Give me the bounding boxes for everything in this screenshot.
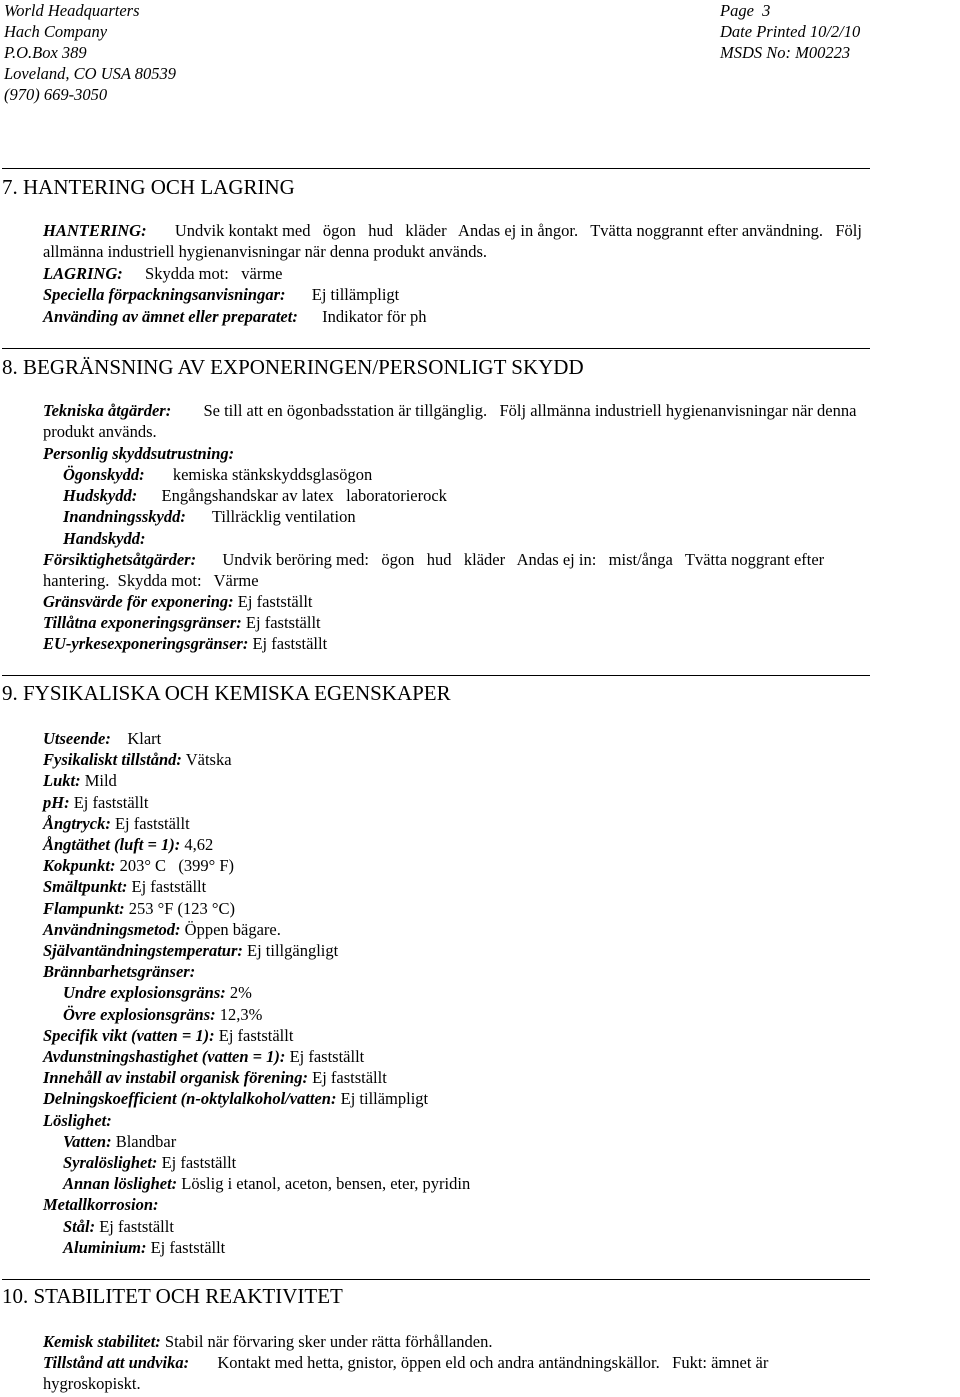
inandningsskydd-row bbox=[63, 506, 356, 527]
property-row bbox=[43, 898, 235, 919]
anvandning-label: Använding av ämnet eller preparatet: bbox=[43, 307, 298, 326]
property-value: Mild bbox=[84, 771, 117, 790]
hudskydd-label: Hudskydd: bbox=[63, 486, 138, 505]
property-label: Övre explosionsgräns: bbox=[63, 1005, 216, 1024]
property-label: Fysikaliskt tillstånd: bbox=[43, 750, 182, 769]
property-label: Ångtäthet (luft = 1): bbox=[43, 835, 181, 854]
section-8-title: 8. BEGRÄNSNING AV EXPONERINGEN/PERSONLIGT SKYDD bbox=[2, 355, 584, 379]
property-value: 203° C (399° F) bbox=[119, 856, 235, 875]
section-divider bbox=[2, 675, 870, 676]
property-value: Ej fastställt bbox=[131, 877, 207, 896]
lagring-label: LAGRING: bbox=[43, 264, 123, 283]
property-value: Ej fastställt bbox=[150, 1238, 226, 1257]
forsiktighet-value-cont: hantering. Skydda mot: Värme bbox=[43, 571, 259, 590]
property-row bbox=[43, 770, 117, 791]
property-label: Ångtryck: bbox=[43, 814, 111, 833]
section-divider bbox=[2, 1279, 870, 1280]
stabilitet-label: Kemisk stabilitet: bbox=[43, 1332, 161, 1351]
property-value: Ej fastställt bbox=[312, 1068, 387, 1087]
tekniska-value: Se till att en ögonbadsstation är tillgänglig. Följ allmänna industriell hygienanvisningar när denna bbox=[203, 401, 857, 420]
property-label: Flampunkt: bbox=[43, 899, 125, 918]
property-row bbox=[43, 728, 161, 749]
hantering-value-cont: allmänna industriell hygienanvisningar när denna produkt används. bbox=[43, 242, 488, 261]
property-value: Ej fastställt bbox=[218, 1026, 294, 1045]
header-line: World Headquarters bbox=[4, 1, 140, 20]
forpackning-row bbox=[43, 284, 399, 305]
hudskydd-row bbox=[63, 485, 447, 506]
property-row bbox=[43, 1088, 428, 1109]
property-value: Ej fastställt bbox=[73, 793, 149, 812]
property-label: Användningsmetod: bbox=[43, 920, 181, 939]
property-row bbox=[63, 1237, 225, 1258]
property-value: Ej fastställt bbox=[99, 1217, 174, 1236]
property-row bbox=[43, 749, 232, 770]
eu-row bbox=[43, 633, 327, 654]
section-10-title: 10. STABILITET OCH REAKTIVITET bbox=[2, 1284, 343, 1308]
property-label: Kokpunkt: bbox=[43, 856, 116, 875]
tillatna-value: Ej fastställt bbox=[245, 613, 321, 632]
handskydd-label: Handskydd: bbox=[63, 529, 146, 548]
anvandning-row bbox=[43, 306, 427, 327]
section-9-title: 9. FYSIKALISKA OCH KEMISKA EGENSKAPER bbox=[2, 681, 451, 705]
property-row bbox=[43, 940, 338, 961]
ogonskydd-row bbox=[63, 464, 372, 485]
property-label: Smältpunkt: bbox=[43, 877, 128, 896]
undvika-value: Kontakt med hetta, gnistor, öppen eld och andra antändningskällor. Fukt: ämnet är bbox=[217, 1353, 769, 1372]
property-label: Annan löslighet: bbox=[63, 1174, 178, 1193]
forsiktighet-label: Försiktighetsåtgärder: bbox=[43, 550, 197, 569]
property-label: Avdunstningshastighet (vatten = 1): bbox=[43, 1047, 286, 1066]
tekniska-label: Tekniska åtgärder: bbox=[43, 401, 172, 420]
property-row bbox=[43, 876, 206, 897]
property-value: Ej tillämpligt bbox=[340, 1089, 429, 1108]
property-row bbox=[43, 1025, 293, 1046]
property-label: Metallkorrosion: bbox=[43, 1195, 159, 1214]
lagring-row bbox=[43, 263, 283, 284]
property-row bbox=[43, 813, 190, 834]
property-label: Vatten: bbox=[63, 1132, 112, 1151]
property-row bbox=[43, 1046, 364, 1067]
property-label: Brännbarhetsgränser: bbox=[43, 962, 196, 981]
undvika-value-cont: hygroskopiskt. bbox=[43, 1374, 141, 1393]
page-number: Page 3 bbox=[720, 1, 771, 20]
property-label: Aluminium: bbox=[63, 1238, 147, 1257]
property-row bbox=[63, 1173, 470, 1194]
property-value: Öppen bägare. bbox=[184, 920, 281, 939]
tekniska-value-cont: produkt används. bbox=[43, 422, 157, 441]
property-row bbox=[63, 1131, 176, 1152]
property-value: Ej fastställt bbox=[114, 814, 190, 833]
forsiktighet-row bbox=[43, 549, 824, 570]
ogonskydd-label: Ögonskydd: bbox=[63, 465, 145, 484]
property-value: Vätska bbox=[185, 750, 232, 769]
property-label: Lukt: bbox=[43, 771, 81, 790]
property-value: 253 °F (123 °C) bbox=[128, 899, 235, 918]
gransvarde-row bbox=[43, 591, 313, 612]
property-label: Delningskoefficient (n-oktylalkohol/vatten: bbox=[43, 1089, 337, 1108]
property-row bbox=[43, 961, 195, 982]
lagring-value: Skydda mot: värme bbox=[145, 264, 283, 283]
tekniska-row bbox=[43, 400, 856, 421]
property-value: Ej tillgängligt bbox=[247, 941, 339, 960]
section-7-title: 7. HANTERING OCH LAGRING bbox=[2, 175, 295, 199]
hantering-label: HANTERING: bbox=[43, 221, 147, 240]
anvandning-value: Indikator för ph bbox=[322, 307, 427, 326]
header-line: P.O.Box 389 bbox=[4, 43, 87, 62]
inandningsskydd-label: Inandningsskydd: bbox=[63, 507, 186, 526]
header-line: Loveland, CO USA 80539 bbox=[4, 64, 177, 83]
property-label: Undre explosionsgräns: bbox=[63, 983, 226, 1002]
undvika-label: Tillstånd att undvika: bbox=[43, 1353, 190, 1372]
hantering-row bbox=[43, 220, 862, 241]
property-label: Innehåll av instabil organisk förening: bbox=[43, 1068, 308, 1087]
gransvarde-label: Gränsvärde för exponering: bbox=[43, 592, 234, 611]
inandningsskydd-value: Tillräcklig ventilation bbox=[211, 507, 356, 526]
header-line: Hach Company bbox=[4, 22, 108, 41]
property-row bbox=[43, 792, 148, 813]
property-row bbox=[43, 855, 234, 876]
property-value: Löslig i etanol, aceton, bensen, eter, pyridin bbox=[181, 1174, 471, 1193]
property-value: 4,62 bbox=[184, 835, 214, 854]
eu-value: Ej fastställt bbox=[252, 634, 328, 653]
hudskydd-value: Engångshandskar av latex laboratorierock bbox=[161, 486, 447, 505]
ogonskydd-value: kemiska stänkskyddsglasögon bbox=[172, 465, 373, 484]
property-label: Stål: bbox=[63, 1217, 96, 1236]
personlig-label: Personlig skyddsutrustning: bbox=[43, 444, 235, 463]
msds-number: MSDS No: M00223 bbox=[720, 43, 851, 62]
eu-label: EU-yrkesexponeringsgränser: bbox=[43, 634, 249, 653]
header-line: (970) 669-3050 bbox=[4, 85, 108, 104]
property-row bbox=[43, 1110, 112, 1131]
property-row bbox=[63, 982, 252, 1003]
property-value: 2% bbox=[229, 983, 252, 1002]
property-label: Självantändningstemperatur: bbox=[43, 941, 243, 960]
stabilitet-row bbox=[43, 1331, 493, 1352]
property-label: Specifik vikt (vatten = 1): bbox=[43, 1026, 215, 1045]
property-value: Ej fastställt bbox=[161, 1153, 237, 1172]
property-row bbox=[43, 834, 213, 855]
header-right bbox=[720, 0, 860, 63]
property-row bbox=[63, 1216, 174, 1237]
property-label: Syralöslighet: bbox=[63, 1153, 158, 1172]
property-row bbox=[43, 1194, 159, 1215]
forpackning-label: Speciella förpackningsanvisningar: bbox=[43, 285, 286, 304]
property-label: Löslighet: bbox=[43, 1111, 112, 1130]
tillatna-row bbox=[43, 612, 321, 633]
date-printed: Date Printed 10/2/10 bbox=[720, 22, 861, 41]
stabilitet-value: Stabil när förvaring sker under rätta förhållanden. bbox=[164, 1332, 493, 1351]
property-value: Ej fastställt bbox=[289, 1047, 365, 1066]
header-left bbox=[4, 0, 176, 105]
property-value: Blandbar bbox=[115, 1132, 177, 1151]
property-row bbox=[43, 919, 281, 940]
property-label: pH: bbox=[43, 793, 70, 812]
section-divider bbox=[2, 168, 870, 169]
undvika-row bbox=[43, 1352, 768, 1373]
property-label: Utseende: bbox=[43, 729, 111, 748]
forpackning-value: Ej tillämpligt bbox=[311, 285, 400, 304]
section-divider bbox=[2, 348, 870, 349]
property-row bbox=[63, 1152, 236, 1173]
property-value: Klart bbox=[114, 729, 162, 748]
property-row bbox=[43, 1067, 387, 1088]
property-row bbox=[63, 1004, 262, 1025]
tillatna-label: Tillåtna exponeringsgränser: bbox=[43, 613, 242, 632]
hantering-value: Undvik kontakt med ögon hud kläder Andas ej in ångor. Tvätta noggrannt efter användning. Följ bbox=[174, 221, 862, 240]
property-value: 12,3% bbox=[219, 1005, 263, 1024]
gransvarde-value: Ej fastställt bbox=[237, 592, 313, 611]
forsiktighet-value: Undvik beröring med: ögon hud kläder Andas ej in: mist/ånga Tvätta noggrant efter bbox=[222, 550, 825, 569]
